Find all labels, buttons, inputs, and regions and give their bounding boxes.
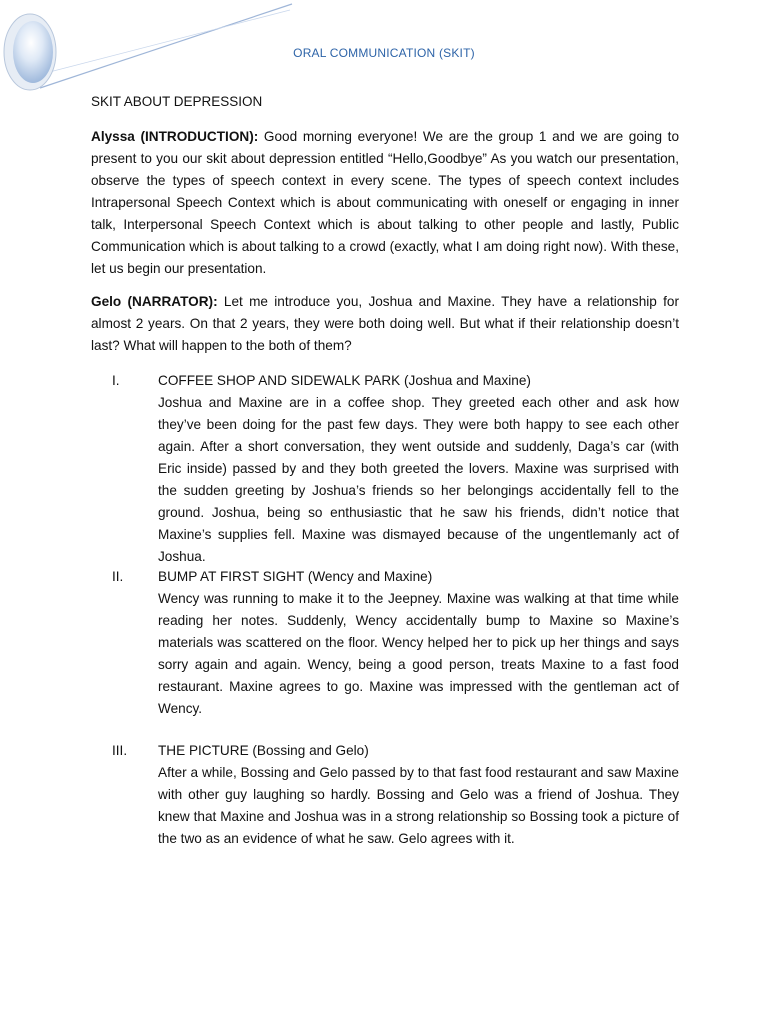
- narrator-paragraph: [91, 291, 679, 357]
- scene-heading: COFFEE SHOP AND SIDEWALK PARK (Joshua and Maxine): [158, 373, 531, 388]
- scene-body: Joshua and Maxine are in a coffee shop. They greeted each other and ask how they’ve been doing for the past few days. They were both happy to see each other again. After a short conversation, they went outside and suddenly, Daga’s car (with Eric inside) passed by and they both greeted the lovers. Maxine was surprised with the sudden greeting by Joshua’s friends so her belongings accidentally fell to the ground. Joshua, being so enthusiastic that he saw his friends, didn’t notice that Maxine’s supplies fell. Maxine was dismayed because of the ungentlemanly act of Joshua.: [158, 395, 679, 564]
- page-header-title: ORAL COMMUNICATION (SKIT): [293, 46, 475, 60]
- scene-number: III.: [112, 743, 128, 758]
- document-title: SKIT ABOUT DEPRESSION: [91, 94, 263, 109]
- scene-heading: BUMP AT FIRST SIGHT (Wency and Maxine): [158, 569, 433, 584]
- scene-number: I.: [112, 373, 120, 388]
- intro-paragraph: [91, 126, 679, 280]
- intro-speaker: Alyssa (INTRODUCTION):: [91, 129, 259, 144]
- narrator-text: Let me introduce you, Joshua and Maxine. They have a relationship for almost 2 years. On that 2 years, they were both doing well. But what if their relationship doesn’t last? What will happen to the both of them?: [91, 294, 679, 353]
- scene-body: Wency was running to make it to the Jeepney. Maxine was walking at that time while reading her notes. Suddenly, Wency accidentally bump to Maxine so Maxine’s materials was scattered on the floor. Wency helped her to pick up her things and says sorry again and again. Wency, being a good person, treats Maxine to a fast food restaurant. Maxine agrees to go. Maxine was impressed with the gentleman act of Wency.: [158, 591, 679, 716]
- header-rule-line-secondary: [34, 10, 290, 76]
- scene-body: After a while, Bossing and Gelo passed by to that fast food restaurant and saw Maxine with other guy laughing so hardly. Bossing and Gelo was a friend of Joshua. They knew that Maxine and Joshua was in a strong relationship so Bossing took a picture of the two as an evidence of what he saw. Gelo agrees with it.: [158, 765, 679, 846]
- scene-heading: THE PICTURE (Bossing and Gelo): [158, 743, 369, 758]
- intro-text: Good morning everyone! We are the group 1 and we are going to present to you our skit about depression entitled “Hello,Goodbye” As you watch our presentation, observe the types of speech context in every scene. The types of speech context includes Intrapersonal Speech Context which is about communicating with oneself or engaging in inner talk, Interpersonal Speech Context which is about talking to other people and lastly, Public Communication which is about talking to a crowd (exactly, what I am doing right now). With these, let us begin our presentation.: [91, 129, 680, 276]
- narrator-speaker: Gelo (NARRATOR):: [91, 294, 218, 309]
- scene-number: II.: [112, 569, 124, 584]
